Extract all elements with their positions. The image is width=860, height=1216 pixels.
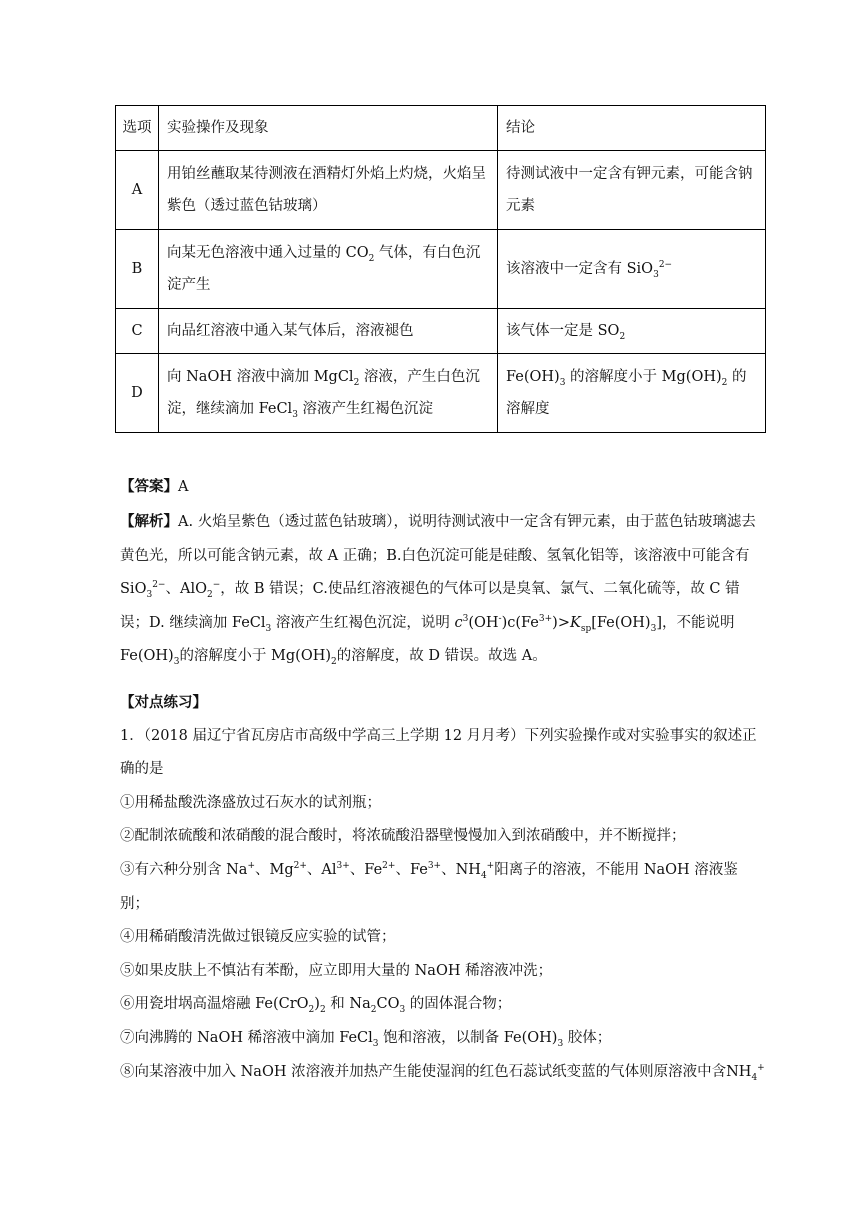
subscript: 4 [480, 870, 487, 881]
list-item [120, 1056, 766, 1090]
row-conclusion: 待测试液中一定含有钾元素，可能含钠元素 [498, 151, 766, 230]
subscript: 3 [292, 409, 298, 420]
text-run: 的溶解度 [506, 369, 747, 417]
table-row [116, 151, 766, 230]
text-run: ，故 B 错误；C.使品红溶液褪色的气体可以是臭氧、氯气、二氧化硫等，故 C 错误；D. 继续滴加 FeCl [120, 581, 740, 631]
subscript: 3 [146, 589, 153, 600]
practice-label: 【对点练习】 [120, 694, 207, 711]
table-header-row [116, 106, 766, 151]
subscript: 2 [206, 589, 213, 600]
list-item [120, 1022, 766, 1056]
text-run: 溶液，产生白色沉淀，继续滴加 FeCl [167, 369, 480, 417]
row-operation: 用铂丝蘸取某待测液在酒精灯外焰上灼烧，火焰呈紫色（透过蓝色钴玻璃） [159, 151, 498, 230]
list-item [120, 854, 766, 921]
superscript: 3+ [538, 613, 553, 624]
superscript: + [247, 861, 255, 872]
table-row [116, 230, 766, 309]
subscript: 3 [653, 269, 659, 280]
text-run: 的溶解度，故 D 错误。故选 A。 [336, 648, 547, 664]
subscript: 3 [173, 656, 180, 667]
list-item [120, 988, 766, 1022]
text-run: Fe(OH) [506, 369, 560, 385]
row-conclusion [498, 309, 766, 354]
answer-value: A [178, 479, 189, 495]
subscript: 2 [331, 656, 337, 667]
italic-k: K [569, 614, 581, 631]
subscript: 2 [353, 377, 360, 388]
subscript: 2 [721, 377, 728, 388]
text-run: 、Mg [255, 861, 294, 878]
text-run: 胶体； [563, 1029, 612, 1046]
header-option: 选项 [116, 106, 159, 151]
text-run: NH [726, 1063, 752, 1080]
practice-question: 1．（2018 届辽宁省瓦房店市高级中学高三上学期 12 月月考）下列实验操作或对实验事实的叙述正确的是 [120, 727, 757, 778]
list-item: ②配制浓硫酸和浓硝酸的混合酸时，将浓硫酸沿器壁慢慢加入到浓硝酸中，并不断搅拌； [120, 828, 686, 845]
text-run: 的溶解度小于 Mg(OH) [179, 648, 332, 664]
subscript: 2 [368, 253, 375, 264]
superscript: 2− [152, 580, 166, 591]
answer-line [120, 472, 766, 502]
list-item: ①用稀盐酸洗涤盛放过石灰水的试剂瓶； [120, 794, 381, 811]
row-option: C [116, 309, 159, 354]
row-operation [159, 230, 498, 309]
text-run: ③有六种分别含 Na [120, 861, 248, 878]
text-run: )c(Fe [501, 614, 539, 631]
experiment-table [115, 105, 766, 433]
table-row [116, 309, 766, 354]
text-run: 、Fe [395, 861, 428, 878]
text-run: [Fe(OH) [591, 614, 651, 631]
text-run: 、 [165, 581, 180, 597]
row-option: B [116, 230, 159, 309]
text-run: 的固体混合物； [405, 996, 512, 1013]
row-option: A [116, 151, 159, 230]
subscript: 2 [319, 1005, 326, 1016]
subscript: 3 [557, 1038, 564, 1049]
text-run: 阳离子的溶液，不能用 NaOH 溶液鉴别； [120, 861, 738, 912]
subscript: 3 [372, 1038, 379, 1049]
analysis-section [120, 505, 766, 674]
text-run: ⑧向某溶液中加入 NaOH 浓溶液并加热产生能使湿润的红色石蕊试纸变蓝的气体则原溶液中含 [120, 1063, 727, 1080]
subscript: 3 [265, 623, 272, 634]
row-operation [159, 354, 498, 433]
superscript: + [757, 1062, 765, 1073]
text-run: ]，不能说明 Fe(OH) [120, 614, 735, 664]
text-run: ⑥用瓷坩埚高温熔融 Fe(CrO [120, 996, 309, 1013]
text-run: 的溶解度小于 Mg(OH) [565, 369, 722, 385]
answer-label: 【答案】 [120, 478, 178, 495]
text-run: 气体，有白色沉淀产生 [167, 245, 481, 293]
text-run: CO [376, 996, 400, 1013]
text-run: (OH [468, 614, 499, 631]
practice-section [120, 686, 766, 1089]
text-run: A. 火焰呈紫色（透过蓝色钴玻璃），说明待测试液中一定含有钾元素，由于蓝色钴玻璃滤去黄色光，所以可能含钠元素，故 A 正确；B.白色沉淀可能是硅酸、氢氧化铝等，该溶液中可能含有 SiO [120, 514, 756, 597]
text-run: ⑦向沸腾的 NaOH 稀溶液中滴加 FeCl [120, 1029, 373, 1046]
superscript: 2+ [293, 861, 307, 872]
text-run: 、Al [306, 861, 337, 878]
subscript: 2 [308, 1005, 315, 1016]
text-run: 、Fe [349, 861, 383, 878]
text-run: 溶液产生红褐色沉淀，说明 [271, 614, 455, 631]
text-run: 和 Na [325, 996, 371, 1013]
subscript: 3 [399, 1005, 406, 1016]
list-item: ④用稀硝酸清洗做过银镜反应实验的试管； [120, 929, 396, 946]
text-run: 向 NaOH 溶液中滴加 MgCl [167, 369, 354, 385]
subscript: sp [580, 623, 592, 634]
italic-c: c [454, 614, 463, 631]
text-run: )> [552, 614, 570, 631]
subscript: 4 [751, 1072, 758, 1083]
subscript: 3 [650, 623, 657, 634]
text-run: 该气体一定是 SO [506, 323, 620, 339]
row-option: D [116, 354, 159, 433]
superscript: − [212, 580, 221, 591]
text-run: 溶液产生红褐色沉淀 [297, 401, 434, 417]
list-item: ⑤如果皮肤上不慎沾有苯酚，应立即用大量的 NaOH 稀溶液冲洗； [120, 962, 553, 979]
text-run: 饱和溶液，以制备 Fe(OH) [378, 1029, 558, 1046]
aluminate-ion [179, 580, 221, 600]
header-conclusion: 结论 [498, 106, 766, 151]
row-conclusion [498, 230, 766, 309]
superscript: 3 [462, 613, 469, 624]
subscript: 3 [559, 377, 566, 388]
text-run: ) [314, 996, 320, 1013]
subscript: 2 [619, 331, 626, 342]
text-run: 该溶液中一定含有 SiO [506, 261, 654, 277]
header-operation: 实验操作及现象 [159, 106, 498, 151]
text-run: AlO [179, 581, 207, 597]
analysis-paragraph [120, 505, 766, 674]
superscript: 3+ [427, 861, 442, 872]
text-run: 、NH [441, 861, 481, 878]
superscript: 3+ [336, 861, 350, 872]
answer-section [120, 472, 766, 502]
superscript: - [498, 613, 502, 624]
row-conclusion [498, 354, 766, 433]
row-operation: 向品红溶液中通入某气体后，溶液褪色 [159, 309, 498, 354]
superscript: + [486, 861, 495, 872]
superscript: 2+ [382, 861, 396, 872]
subscript: 2 [370, 1005, 377, 1016]
text-run: 向某无色溶液中通入过量的 CO [167, 245, 369, 261]
table-row [116, 354, 766, 433]
ammonium-ion [726, 1062, 765, 1083]
superscript: 2− [658, 260, 673, 271]
analysis-label: 【解析】 [120, 513, 178, 530]
